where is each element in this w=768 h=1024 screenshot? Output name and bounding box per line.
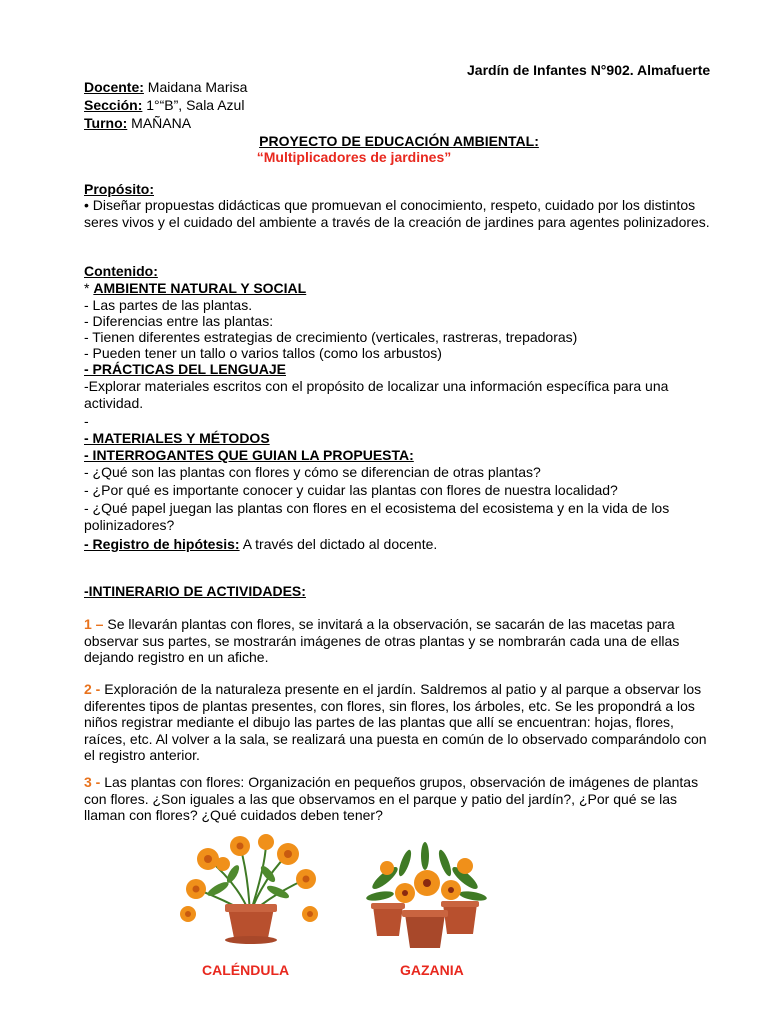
- activity-1: 1 – Se llevarán plantas con flores, se invitará a la observación, se sacarán de las macetas para observar sus partes, se mostrarán imágenes de otras plantas y se nombrarán cada una de ellas dejando registro en un afiche.: [84, 616, 680, 665]
- materiales-heading: - MATERIALES Y MÉTODOS: [84, 430, 270, 446]
- contenido-label: Contenido:: [84, 263, 158, 279]
- contenido-item: - Tienen diferentes estrategias de crecimiento (verticales, rastreras, trepadoras): [84, 329, 578, 345]
- project-title: PROYECTO DE EDUCACIÓN AMBIENTAL:: [259, 133, 539, 149]
- area-lenguaje: - PRÁCTICAS DEL LENGUAJE: [84, 361, 286, 377]
- calendula-image: [178, 834, 323, 946]
- dash-line: -: [84, 413, 89, 429]
- registro-line: - Registro de hipótesis: A través del dictado al docente.: [84, 536, 438, 552]
- docente-value: Maidana Marisa: [143, 79, 248, 95]
- docente-line: [84, 79, 247, 95]
- project-subtitle: “Multiplicadores de jardines”: [256, 149, 452, 165]
- seccion-label: Sección:: [84, 97, 143, 113]
- turno-value: MAÑANA: [127, 115, 192, 131]
- institution-header: Jardín de Infantes N°902. Almafuerte: [467, 62, 711, 78]
- activity-3: 3 - Las plantas con flores: Organización en pequeños grupos, observación de imágenes de plantas con flores. ¿Son iguales a las que observamos en el parque y patio del jardín?, ¿Por qué se las llaman con flores? ¿Qué cuidados deben tener?: [84, 774, 699, 823]
- proposito-label: Propósito:: [84, 181, 154, 197]
- area-ambiente: * AMBIENTE NATURAL Y SOCIAL: [84, 280, 307, 296]
- activity-2: 2 - Exploración de la naturaleza presente en el jardín. Saldremos al patio y al parque a observar los diferentes tipos de plantas presentes, con flores, sin flores, los árboles, etc. Se les propondrá a los niños registrar mediante el dibujo las partes de las plantas que allí se encuentran: hojas, flores, raíces, etc. Al volver a la sala, se realizará una puesta en común de lo observado comparándolo con el registro anterior.: [84, 681, 707, 763]
- gazania-caption: GAZANIA: [400, 962, 464, 978]
- calendula-caption: CALÉNDULA: [202, 962, 290, 978]
- seccion-line: [84, 97, 244, 113]
- itinerario-heading: -INTINERARIO DE ACTIVIDADES:: [84, 583, 306, 599]
- question-3: - ¿Qué papel juegan las plantas con flores en el ecosistema del ecosistema y en la vida de los polinizadores?: [84, 500, 670, 533]
- question-2: - ¿Por qué es importante conocer y cuidar las plantas con flores de nuestra localidad?: [84, 482, 618, 498]
- proposito-text: • Diseñar propuestas didácticas que promuevan el conocimiento, respeto, cuidado por los distintos seres vivos y el cuidado del ambiente a través de la creación de jardines para agentes polinizadores.: [84, 197, 710, 230]
- contenido-item: - Las partes de las plantas.: [84, 297, 253, 313]
- turno-label: Turno:: [84, 115, 128, 131]
- contenido-item: - Pueden tener un tallo o varios tallos (como los arbustos): [84, 345, 442, 361]
- interrogantes-heading: - INTERROGANTES QUE GUIAN LA PROPUESTA:: [84, 447, 414, 463]
- contenido-item: - Diferencias entre las plantas:: [84, 313, 274, 329]
- lenguaje-text: -Explorar materiales escritos con el propósito de localizar una información específica para una actividad.: [84, 378, 669, 411]
- seccion-value: 1°“B”, Sala Azul: [142, 97, 245, 113]
- gazania-image: [365, 838, 487, 952]
- docente-label: Docente:: [84, 79, 144, 95]
- turno-line: [84, 115, 191, 131]
- question-1: - ¿Qué son las plantas con flores y cómo se diferencian de otras plantas?: [84, 464, 541, 480]
